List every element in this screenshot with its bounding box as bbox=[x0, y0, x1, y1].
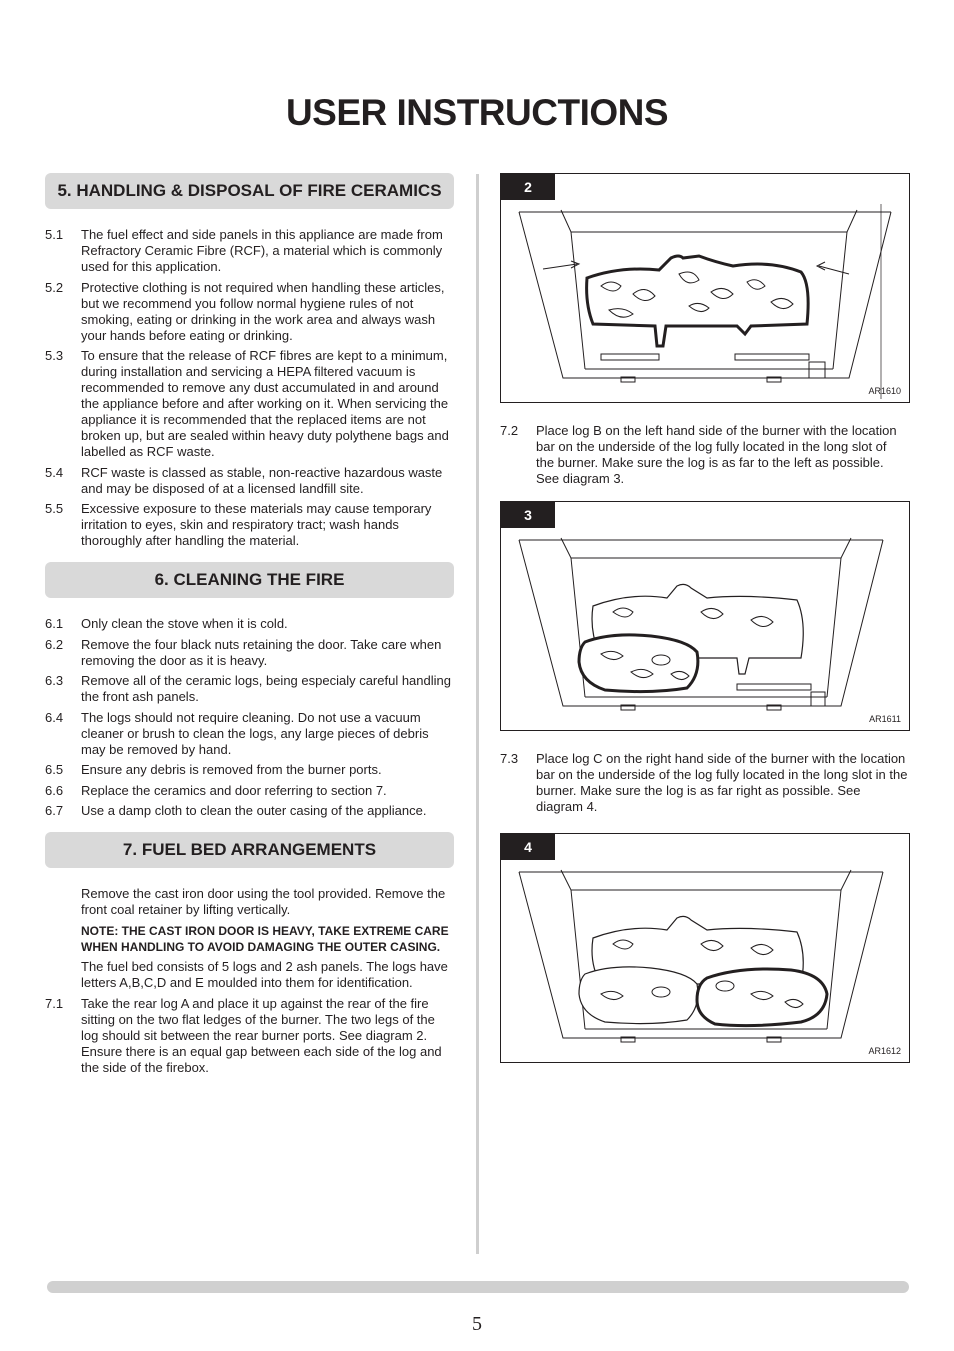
diagram-2 bbox=[500, 173, 910, 403]
list-item: 5.3 To ensure that the release of RCF fibres are kept to a minimum, during installation and servicing a HEPA filtered vacuum is recommended to remove any dust accumulated in and around the appliance before and after working on it. When servicing the appliance it is recommended that the replaced items are not broken up, but are sealed within heavy duty polythene bags and labelled as RCF waste. bbox=[45, 348, 449, 459]
section-6-heading: 6. CLEANING THE FIRE bbox=[45, 562, 454, 598]
firebox-log-b-illustration bbox=[501, 502, 909, 730]
footer-bar bbox=[47, 1281, 909, 1293]
list-item: 6.5 Ensure any debris is removed from the burner ports. bbox=[45, 762, 382, 777]
list-item: 6.2 Remove the four black nuts retaining the door. Take care when removing the door as it is heavy. bbox=[45, 636, 442, 668]
list-item: 7.2 Place log B on the left hand side of the burner with the location bar on the underside of the log fully located in the long slot of the burner. Make sure the log is as far to the left as possible. See diagram 3. bbox=[500, 423, 897, 486]
step-7-3 bbox=[500, 751, 908, 820]
page-title: USER INSTRUCTIONS bbox=[285, 92, 669, 133]
list-item: 5.4 RCF waste is classed as stable, non-reactive hazardous waste and may be disposed of at a licensed landfill site. bbox=[45, 464, 443, 496]
section-7-list bbox=[45, 886, 455, 1080]
diagram-4 bbox=[500, 833, 910, 1063]
list-item: 5.1 The fuel effect and side panels in this appliance are made from Refractory Ceramic Fibre (RCF), a material which is commonly used for this application. bbox=[45, 227, 443, 274]
list-item: 7.1 Take the rear log A and place it up against the rear of the fire sitting on the two flat ledges of the burner. The two legs of the log should sit between the rear burner ports. See diagram 2. Ensure there is an equal gap between each side of the log and the side of the firebox. bbox=[45, 995, 442, 1075]
step-7-2 bbox=[500, 423, 908, 492]
list-item: 5.2 Protective clothing is not required when handling these articles, but we recommend you follow normal hygiene rules of not smoking, eating or drinking in the work area and always wash your hands before eating or drinking. bbox=[45, 279, 445, 343]
section-6-list bbox=[45, 616, 455, 824]
list-item: 6.6 Replace the ceramics and door referring to section 7. bbox=[45, 782, 387, 798]
page-number: 5 bbox=[472, 1313, 482, 1335]
list-item: 6.7 Use a damp cloth to clean the outer casing of the appliance. bbox=[45, 803, 427, 818]
diagram-number-badge: 2 bbox=[501, 174, 555, 200]
list-item: 6.1 Only clean the stove when it is cold. bbox=[45, 616, 288, 631]
diagram-code: AR1610 bbox=[868, 386, 901, 396]
firebox-log-a-illustration bbox=[501, 174, 909, 402]
section-7-heading: 7. FUEL BED ARRANGEMENTS bbox=[45, 832, 454, 868]
diagram-3 bbox=[500, 501, 910, 731]
list-item: 6.3 Remove all of the ceramic logs, being especialy careful handling the front ash panels. bbox=[45, 673, 451, 704]
list-item bbox=[45, 923, 455, 955]
list-item: 7.3 Place log C on the right hand side of the burner with the location bar on the underside of the log fully located in the long slot in the burner. Make sure the log is as far right as possible. See diagram 4. bbox=[500, 751, 908, 814]
list-item: The fuel bed consists of 5 logs and 2 ash panels. The logs have letters A,B,C,D and E moulded into them for identification. bbox=[81, 959, 448, 990]
diagram-number-badge: 3 bbox=[501, 502, 555, 528]
list-item: 6.4 The logs should not require cleaning. Do not use a vacuum cleaner or brush to clean the logs, any large pieces of debris may be removed by hand. bbox=[45, 709, 429, 757]
column-divider bbox=[476, 174, 479, 1254]
diagram-number-badge: 4 bbox=[501, 834, 555, 860]
section-5-list bbox=[45, 227, 455, 554]
section-5-heading: 5. HANDLING & DISPOSAL OF FIRE CERAMICS bbox=[45, 173, 454, 209]
diagram-code: AR1611 bbox=[869, 714, 901, 724]
firebox-log-c-illustration bbox=[501, 834, 909, 1062]
warning-note: NOTE: THE CAST IRON DOOR IS HEAVY, TAKE EXTREME CARE WHEN HANDLING TO AVOID DAMAGING THE OUTER CASING. bbox=[81, 923, 449, 954]
diagram-code: AR1612 bbox=[868, 1046, 901, 1056]
list-item: 5.5 Excessive exposure to these materials may cause temporary irritation to eyes, skin and respiratory tract; wash hands thoroughly after handling the material. bbox=[45, 501, 432, 548]
list-item: Remove the cast iron door using the tool provided. Remove the front coal retainer by lifting vertically. bbox=[81, 886, 446, 917]
